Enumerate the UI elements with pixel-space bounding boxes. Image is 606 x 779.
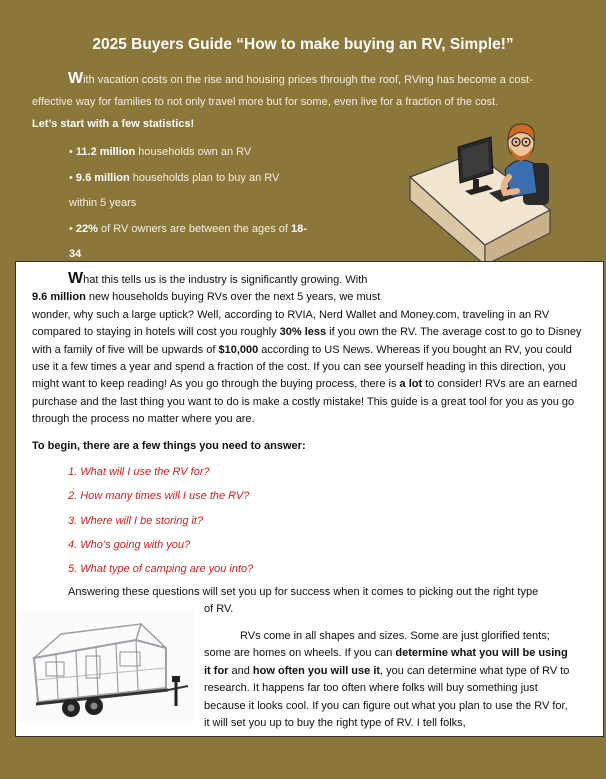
stats-heading: Let’s start with a few statistics! (32, 118, 195, 130)
question-item: 4. Who’s going with you? (68, 538, 191, 551)
stat-item-continued: 34 (69, 248, 82, 260)
stats-list (69, 140, 329, 268)
question-item: 5. What type of camping are you into? (68, 563, 254, 576)
page-title: 2025 Buyers Guide “How to make buying an RV, Simple!” (92, 36, 514, 53)
stat-item-continued: within 5 years (69, 197, 137, 209)
intro-paragraph (32, 68, 572, 113)
question-item: 3. Where will I be storing it? (68, 514, 204, 527)
main-content-panel (15, 261, 604, 737)
answering-paragraph: Answering these questions will set you up for success when it comes to picking out the right type of RV. (68, 586, 539, 616)
rv-frame-image (16, 610, 194, 724)
stat-item: • 9.6 million households plan to buy an RV (69, 171, 280, 184)
stat-item: • 22% of RV owners are between the ages of 18- (69, 222, 307, 235)
body-paragraph-1: What this tells us is the industry is significantly growing. With 9.6 million new households buying RVs over the next 5 years, we must wonder, why such a large uptick? Well, according to RVIA, Nerd Wallet and Money.com, traveling in an RV compared to staying in hotels will cost you roughly 30% less if you own the RV. The average cost to go to Disney with a family of five will be upwards of $10,000 according to US News. Whereas if you bought an RV, you could use it a few times a year and spend a fraction of the cost. If you can see yourself heading in this direction, you might want to keep reading! As you go through the buying process, there is a lot to consider! RVs are an earned purchase and the last thing you want to do is make a costly mistake! This guide is a great tool for you as you go through the process no matter where you are. (32, 270, 582, 426)
questions-list (68, 460, 253, 581)
intro-dropcap: W (68, 70, 84, 87)
intro-text: ith vacation costs on the rise and housing prices through the roof, RVing has become a cost-effective way for families to not only travel more but for some, even live for a fraction of the cost. (32, 74, 533, 108)
question-item: 1. What will I use the RV for? (68, 466, 210, 478)
question-item: 2. How many times will I use the RV? (68, 490, 250, 503)
questions-heading: To begin, there are a few things you need to answer: (32, 440, 306, 452)
man-at-computer-illustration (405, 115, 555, 265)
rv-types-paragraph: RVs come in all shapes and sizes. Some are just glorified tents; some are homes on wheels. If you can determine what you will be using it for and how often you will use it, you can determine what type of RV to research. It happens far too often where folks will buy something just because it looks cool. If you can figure out what you plan to use the RV for, it will set you up to buy the right type of RV. I tell folks, (204, 630, 570, 730)
stat-item: • 11.2 million households own an RV (69, 146, 252, 158)
